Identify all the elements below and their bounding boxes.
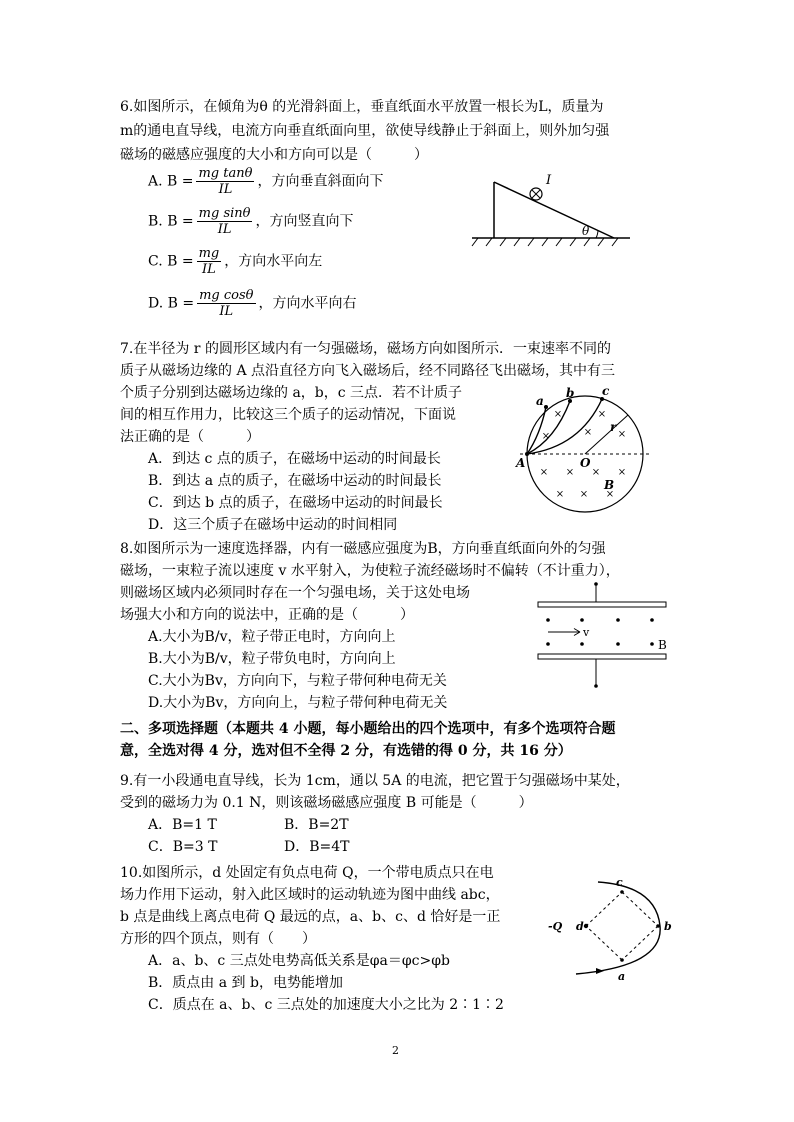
q9-option-c: C．B=3 T [148, 839, 218, 855]
q8-line-4: 场强大小和方向的说法中，正确的是（ ） [120, 607, 414, 623]
svg-text:×: × [555, 489, 565, 500]
angle-label: θ [582, 224, 590, 238]
label-A: A [516, 456, 526, 470]
point-b [656, 924, 660, 928]
q6-line-1: 6.如图所示，在倾角为θ 的光滑斜面上，垂直纸面水平放置一根长为L，质量为 [120, 99, 604, 115]
section2-heading-line-1: 二、多项选择题（本题共 4 小题，每小题给出的四个选项中，有多个选项符合题 [120, 721, 616, 737]
q6-line-2: m的通电直导线，电流方向垂直纸面向里，欲使导线静止于斜面上，则外加匀强 [120, 123, 610, 139]
q9-line-1: 9.有一小段通电直导线，长为 1cm，通以 5A 的电流，把它置于匀强磁场中某处， [120, 773, 630, 789]
q8-option-c: C.大小为Bv，方向向下，与粒子带何种电荷无关 [148, 673, 447, 689]
current-label: I [546, 173, 552, 188]
q7-option-d: D．这三个质子在磁场中运动的时间相同 [148, 517, 398, 533]
q10-option-a: A．a、b、c 三点处电势高低关系是φa＝φc>φb [148, 953, 450, 969]
q9-option-b: B．B=2T [284, 817, 349, 833]
section2-heading-line-2: 意，全选对得 4 分，选对但不全得 2 分，有选错的得 0 分，共 16 分） [120, 743, 572, 759]
q6-option-c: C. B = $\frac{mg}{IL}$ ，方向水平向左 [148, 246, 323, 277]
q9-option-a: A．B=1 T [148, 817, 217, 833]
label-B: B [604, 478, 615, 492]
label-d: d [576, 920, 584, 933]
q6-option-b: B. B = $\frac{\text{mg sinθ}}{IL}$ ，方向竖直向下 [148, 206, 354, 237]
q7-option-a: A．到达 c 点的质子，在磁场中运动的时间最长 [148, 451, 441, 467]
q10-option-c: C．质点在 a、b、c 三点处的加速度大小之比为 2∶1∶2 [148, 997, 504, 1013]
q8-line-3: 则磁场区域内必须同时存在一个匀强电场，关于这处电场 [120, 585, 470, 601]
top-plate [538, 602, 666, 607]
q6-option-a-fraction: $\frac{\text{mg tanθ}}{IL}$ [198, 166, 253, 197]
q8-line-2: 磁场，一束粒子流以速度 v 水平射入，为使粒子流经磁场时不偏转（不计重力）， [120, 563, 620, 579]
velocity-label: v [583, 626, 590, 639]
q10-line-4: 方形的四个顶点，则有（ ） [120, 931, 316, 947]
bottom-terminal [594, 684, 598, 688]
label-r: r [610, 420, 617, 434]
q10-option-b: B．质点由 a 到 b，电势能增加 [148, 975, 343, 991]
q6-option-b-fraction: $\frac{\text{mg sinθ}}{IL}$ [198, 206, 251, 237]
label-b: b [664, 920, 672, 933]
svg-text:×: × [565, 467, 575, 478]
label-a: a [536, 394, 544, 408]
svg-text:×: × [579, 489, 589, 500]
q7-option-b: B．到达 a 点的质子，在磁场中运动的时间最长 [148, 473, 442, 489]
q10-line-3: b 点是曲线上离点电荷 Q 最远的点，a、b、c、d 恰好是一正 [120, 909, 501, 925]
q8-velocity-selector-figure [534, 582, 674, 692]
q10-line-1: 10.如图所示，d 处固定有负点电荷 Q，一个带电质点只在电 [120, 865, 494, 881]
q6-line-3: 磁场的磁感应强度的大小和方向可以是（ ） [120, 147, 428, 163]
svg-text:×: × [539, 467, 549, 478]
svg-text:×: × [617, 429, 627, 440]
svg-text:×: × [541, 431, 551, 442]
point-charge-d [584, 924, 588, 928]
label-b: b [566, 386, 575, 400]
q6-option-d: D. B = $\frac{\text{mg cosθ}}{IL}$ ，方向水平向右 [148, 288, 357, 319]
q8-option-d: D.大小为Bv，方向向上，与粒子带何种电荷无关 [148, 695, 448, 711]
point-entry [525, 452, 529, 456]
angle-arc [596, 230, 598, 238]
point-c [620, 890, 624, 894]
q8-option-a: A.大小为B/v，粒子带正电时，方向向上 [148, 629, 396, 645]
top-terminal [594, 582, 598, 586]
svg-text:×: × [605, 489, 615, 500]
q6-option-c-fraction: $\frac{mg}{IL}$ [198, 246, 220, 277]
q9-line-2: 受到的磁场力为 0.1 N，则该磁场磁感应强度 B 可能是（ ） [120, 795, 533, 811]
point-a [620, 958, 624, 962]
trajectory-arrow-icon [596, 968, 604, 974]
q9-option-d: D．B=4T [284, 839, 350, 855]
q10-line-2: 场力作用下运动，射入此区域时的运动轨迹为图中曲线 abc， [120, 887, 500, 903]
point-a [544, 405, 548, 409]
q10-square-trajectory-figure [546, 856, 676, 986]
square-dashed-edges [586, 892, 658, 960]
incline-slope [494, 182, 614, 238]
q7-option-c: C．到达 b 点的质子，在磁场中运动的时间最长 [148, 495, 443, 511]
current-into-page-icon [530, 188, 542, 200]
q6-incline-figure [464, 170, 634, 250]
q6-option-d-fraction: $\frac{\text{mg cosθ}}{IL}$ [199, 288, 254, 319]
field-label: B [658, 638, 667, 652]
q7-line-2: 质子从磁场边缘的 A 点沿直径方向飞入磁场后，经不同路径飞出磁场，其中有三 [120, 363, 616, 379]
bottom-plate [538, 654, 666, 659]
q7-line-3: 个质子分别到达磁场边缘的 a，b，c 三点．若不计质子 [120, 385, 463, 401]
q8-option-b: B.大小为B/v，粒子带负电时，方向向上 [148, 651, 396, 667]
q7-line-1: 7.在半径为 r 的圆形区域内有一匀强磁场，磁场方向如图所示．一束速率不同的 [120, 341, 611, 357]
q8-line-1: 8.如图所示为一速度选择器，内有一磁感应强度为B，方向垂直纸面向外的匀强 [120, 541, 606, 557]
label-O: O [580, 456, 591, 470]
label-c: c [616, 876, 623, 889]
q7-line-4: 间的相互作用力，比较这三个质子的运动情况，下面说 [120, 407, 456, 423]
svg-text:×: × [597, 409, 607, 420]
label-c: c [602, 385, 610, 398]
q6-option-a: A. B = $\frac{\text{mg tanθ}}{IL}$ ，方向垂直斜面向下 [148, 166, 384, 197]
label-charge: -Q [548, 920, 563, 933]
q7-magnetic-circle-figure [510, 385, 660, 520]
svg-text:×: × [591, 467, 601, 478]
svg-text:×: × [553, 409, 563, 420]
page-number: 2 [392, 1044, 399, 1057]
svg-text:×: × [617, 467, 627, 478]
svg-text:×: × [583, 427, 593, 438]
label-a: a [618, 970, 626, 983]
ground-hatching [472, 238, 618, 246]
q7-line-5: 法正确的是（ ） [120, 429, 260, 445]
